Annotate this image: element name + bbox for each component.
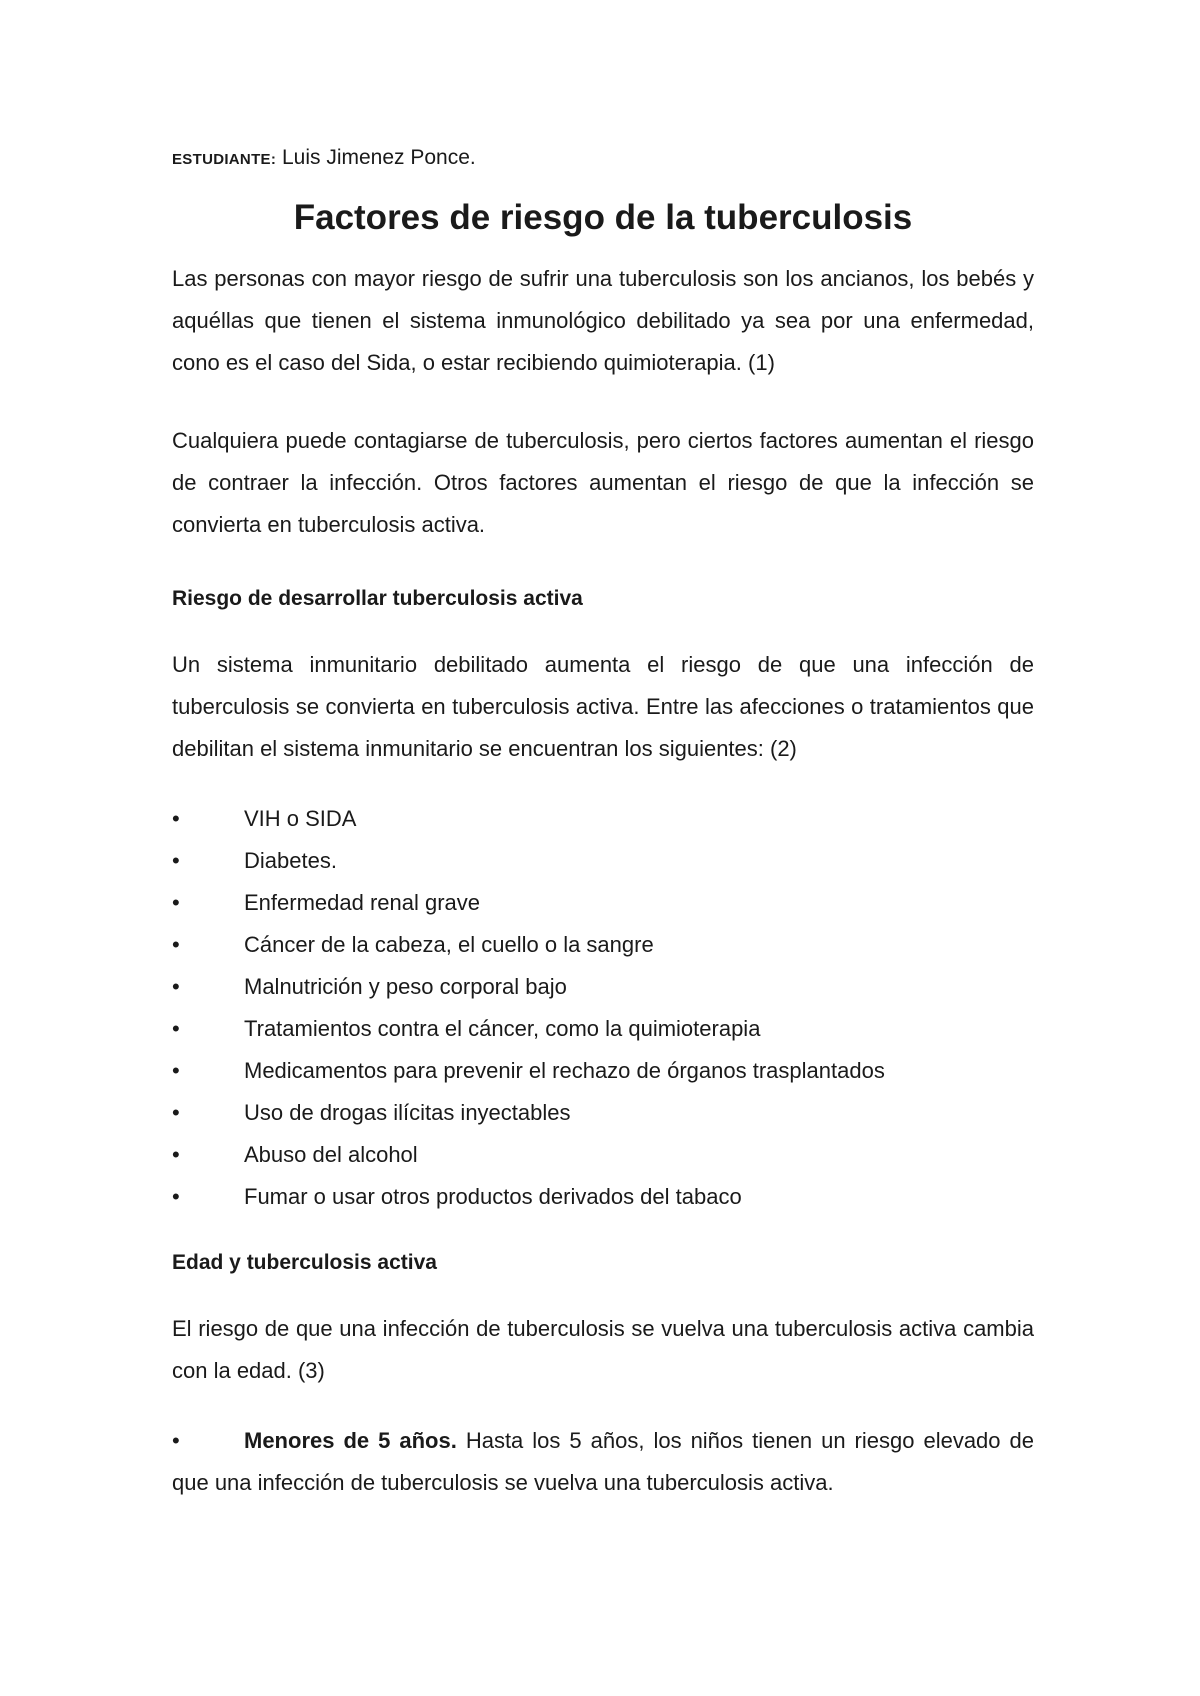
bullet-icon: • bbox=[172, 806, 180, 831]
age-item-text: Hasta los 5 años, los niños tienen un riesgo elevado de que una infección de tuberculosis se vuelva una tuberculosis activa. bbox=[172, 1428, 1034, 1495]
bullet-icon: • bbox=[172, 1058, 180, 1083]
section-risk-paragraph: Un sistema inmunitario debilitado aumenta el riesgo de que una infección de tuberculosis se convierta en tuberculosis activa. Entre las afecciones o tratamientos que debilitan el sistema inmunitario se encuentran los siguientes: (2) bbox=[172, 652, 1034, 761]
list-item: • Cáncer de la cabeza, el cuello o la sangre bbox=[172, 924, 1034, 966]
document-page bbox=[172, 136, 1034, 1504]
list-item: • Tratamientos contra el cáncer, como la quimioterapia bbox=[172, 1008, 1034, 1050]
bullet-icon: • bbox=[172, 1016, 180, 1041]
bullet-icon: • bbox=[172, 1142, 180, 1167]
student-label: ESTUDIANTE: bbox=[172, 151, 277, 168]
bullet-icon: • bbox=[172, 1100, 180, 1125]
bullet-icon: • bbox=[172, 890, 180, 915]
age-item-bold: Menores de 5 años. bbox=[244, 1428, 457, 1453]
student-name: Luis Jimenez Ponce. bbox=[281, 146, 476, 169]
list-item: • Fumar o usar otros productos derivados del tabaco bbox=[172, 1176, 1034, 1218]
list-item: • Abuso del alcohol bbox=[172, 1134, 1034, 1176]
student-line bbox=[172, 136, 1034, 182]
list-item: • Medicamentos para prevenir el rechazo de órganos trasplantados bbox=[172, 1050, 1034, 1092]
list-item: • VIH o SIDA bbox=[172, 798, 1034, 840]
list-item: • Uso de drogas ilícitas inyectables bbox=[172, 1092, 1034, 1134]
section-heading-age: Edad y tuberculosis activa bbox=[172, 1251, 437, 1274]
risk-factors-list bbox=[172, 798, 1034, 1218]
intro-paragraph-1: Las personas con mayor riesgo de sufrir una tuberculosis son los ancianos, los bebés y aquéllas que tienen el sistema inmunológico debilitado ya sea por una enfermedad, cono es el caso del Sida, o estar recibiendo quimioterapia. (1) bbox=[172, 266, 1034, 375]
bullet-icon: • bbox=[172, 1184, 180, 1209]
bullet-icon: • bbox=[172, 932, 180, 957]
intro-paragraph-2: Cualquiera puede contagiarse de tuberculosis, pero ciertos factores aumentan el riesgo de contraer la infección. Otros factores aumentan el riesgo de que la infección se convierta en tuberculosis activa. bbox=[172, 428, 1034, 537]
document-title: Factores de riesgo de la tuberculosis bbox=[293, 198, 913, 237]
bullet-icon: • bbox=[172, 848, 180, 873]
bullet-icon: • bbox=[172, 974, 180, 999]
list-item: • Enfermedad renal grave bbox=[172, 882, 1034, 924]
list-item: • Malnutrición y peso corporal bajo bbox=[172, 966, 1034, 1008]
section-age-paragraph: El riesgo de que una infección de tuberculosis se vuelva una tuberculosis activa cambia con la edad. (3) bbox=[172, 1316, 1034, 1383]
age-list-item bbox=[172, 1420, 1034, 1504]
list-item: • Diabetes. bbox=[172, 840, 1034, 882]
section-heading-risk: Riesgo de desarrollar tuberculosis activa bbox=[172, 587, 583, 610]
bullet-icon: • bbox=[172, 1428, 180, 1453]
